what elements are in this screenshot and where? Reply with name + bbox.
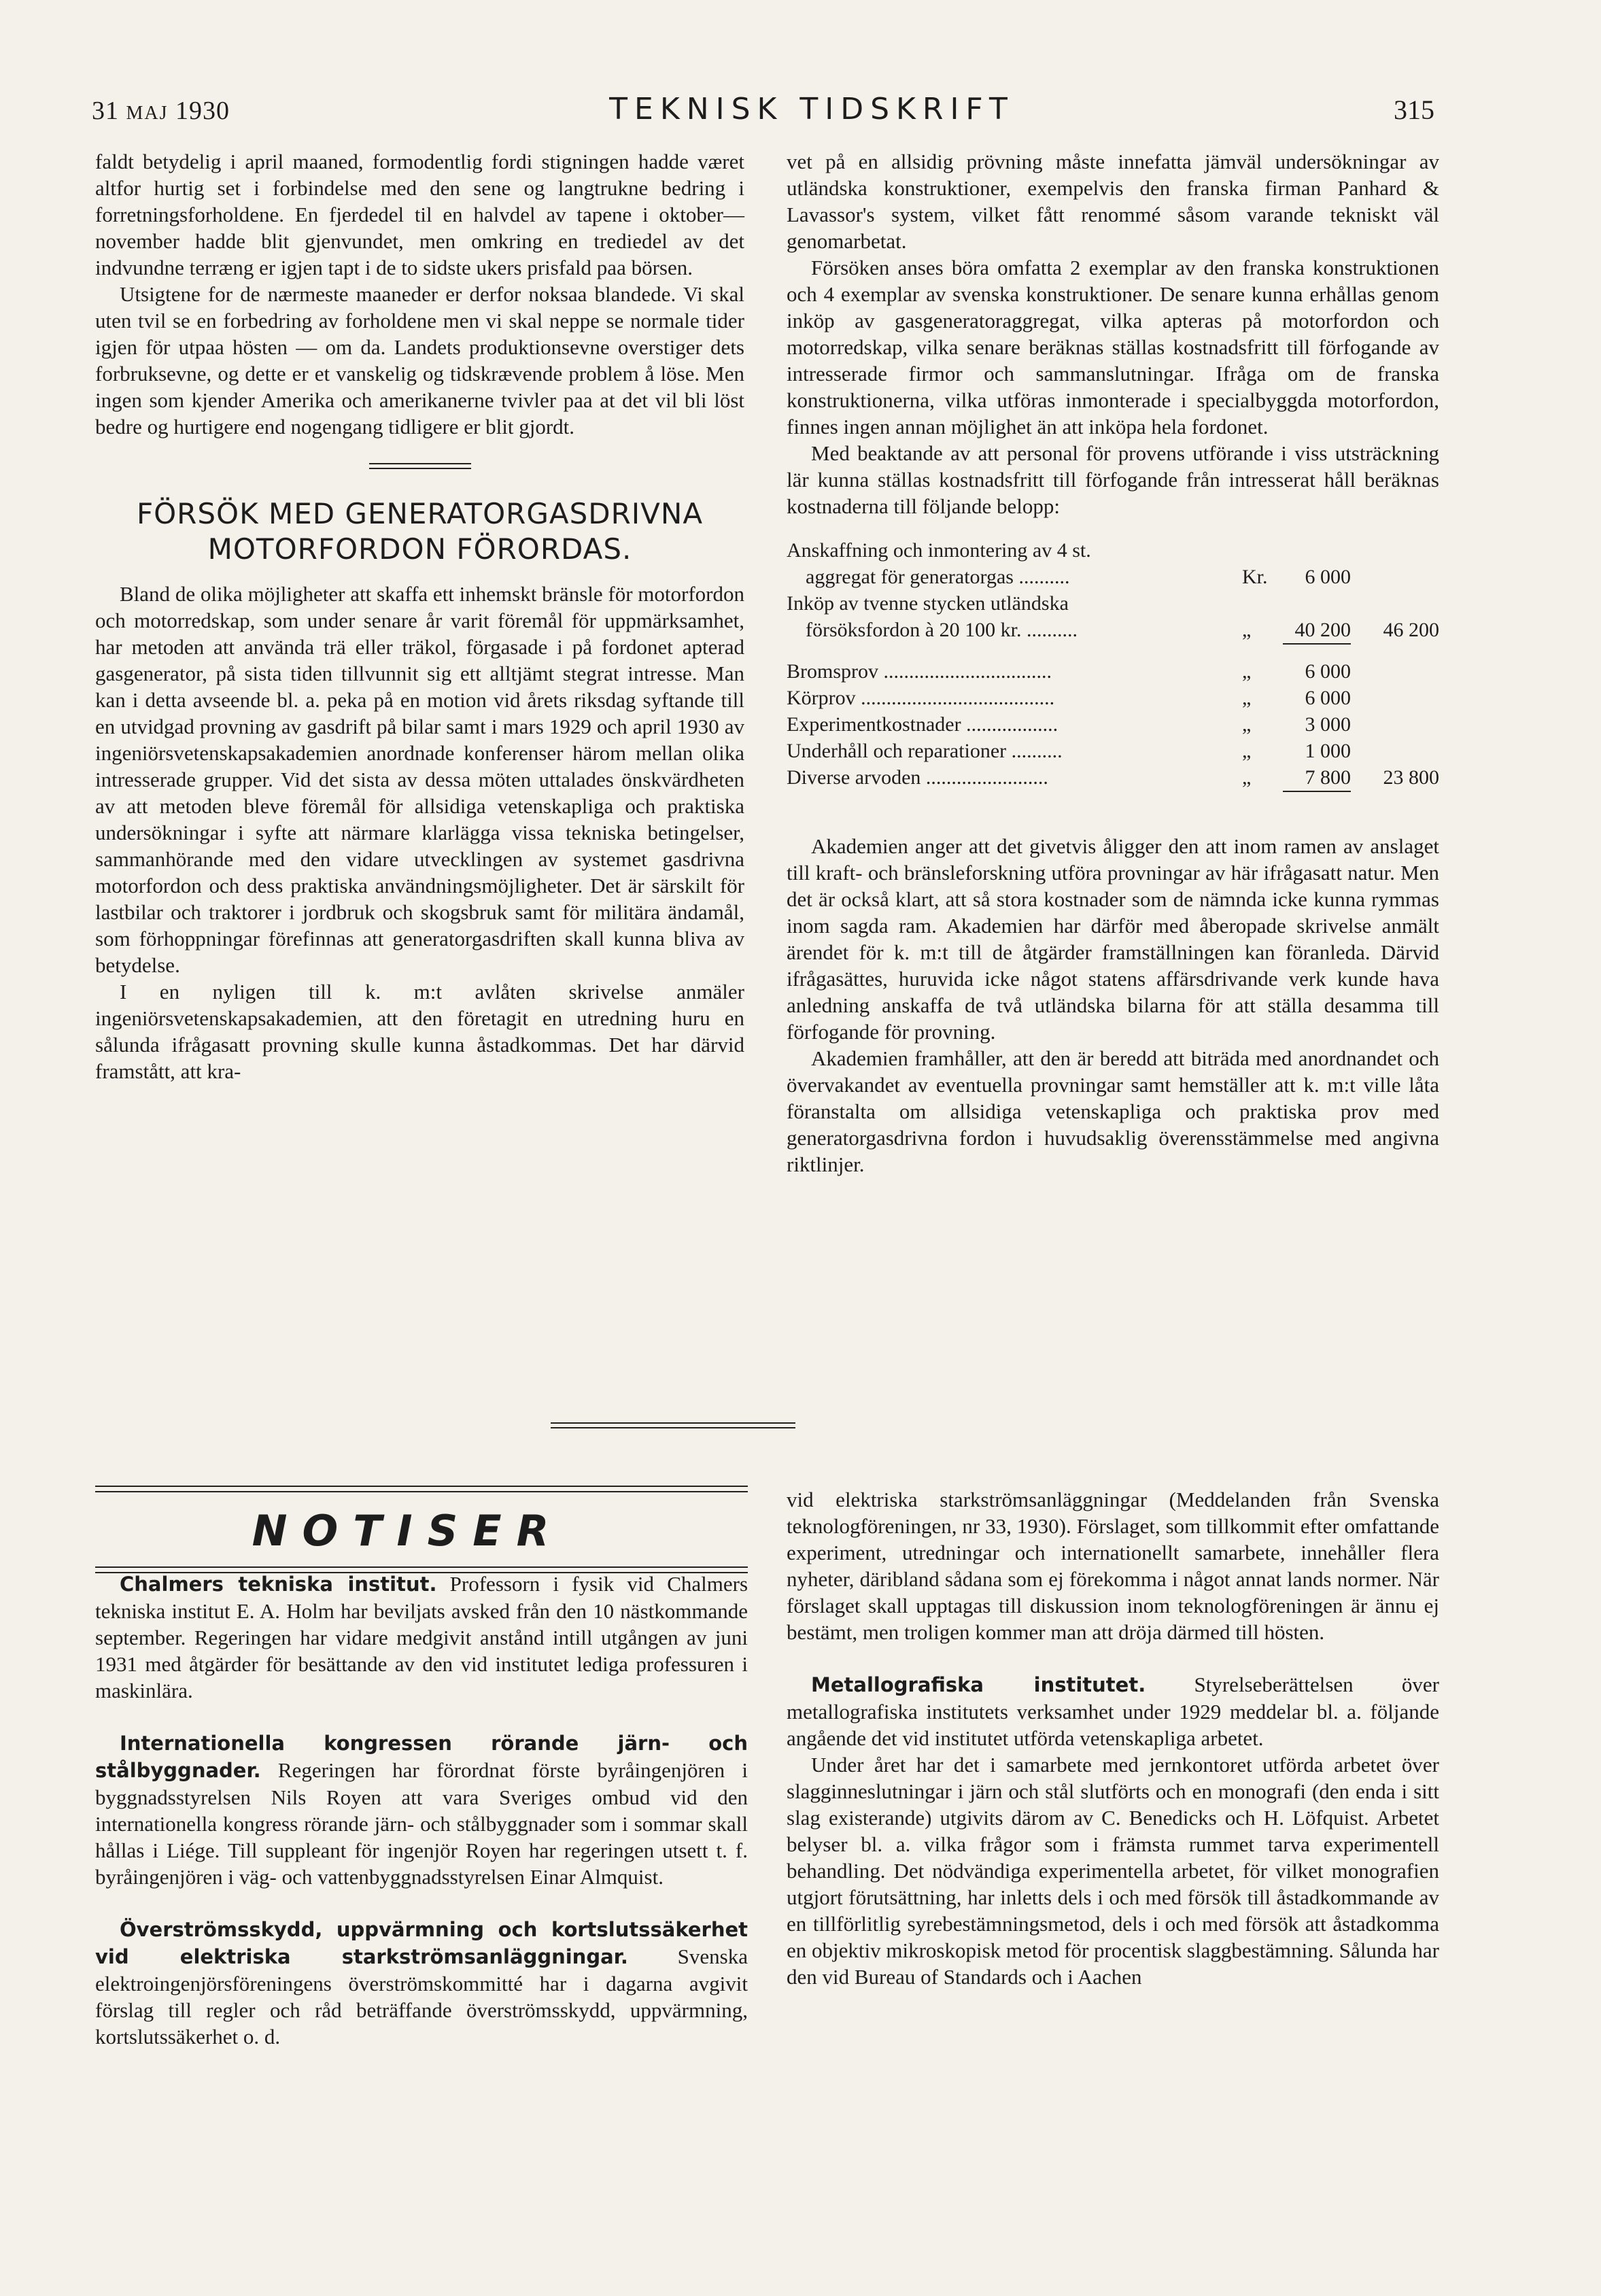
- cost-row: Anskaffning och inmontering av 4 st.: [787, 539, 1091, 562]
- notice-item: Överströmsskydd, uppvärmning och kortslutssäkerhet vid elektriska starkströmsanläggningar. Svenska elektroingenjörsföreningens överströmskommitté har i dagarna avgivit förslag till regler och råd beträffande överströmsskydd, uppvärmning, kortslutssäkerhet o. d.: [95, 1918, 748, 2049]
- paragraph: faldt betydelig i april maaned, formodentlig fordi stigningen hadde været altfor hurtig set i forbindelse med den sene og langtrukne bedring i forretningsforholdene. En fjerdedel til en halvdel av tapene i oktober—november hadde blit gjenvundet, men omkring en trediedel av det indvundne terræng er igjen tapt i de to sidste ukers prisfald paa börsen.: [95, 150, 744, 279]
- paragraph: Bland de olika möjligheter att skaffa ett inhemskt bränsle för motorfordon och motorredskap, som under senare år varit föremål för uppmärksamhet, har metoden att använda trä eller träkol, förgasade i på fordonet apterad gasgenerator, på sista tiden tillvunnit sig ett alltjämt stegrat intresse. Man kan i detta avseende bl. a. peka på en motion vid årets riksdag syftande till en utvidgad provning av gasdrift på bilar samt i mars 1929 och april 1930 av ingeniörsvetenskapsakademien anordnade konferenser härom mellan olika intresserade grupper. Vid det sista av dessa möten uttalades önskvärdheten av att metoden bleve föremål för allsidiga vetenskapliga och praktiska undersökningar i syfte att närmare klarlägga vissa tekniska betingelser, sammanhörande med den vidare utvecklingen av systemet gasdrivna motorfordon och dess praktiska användningsmöjligheter. Det är särskilt för lastbilar och traktorer i jordbruk och skogsbruk samt för militära ändamål, som förhoppningar förefinnas att generatorgasdriften skall kunna bliva av betydelse.: [95, 582, 744, 977]
- section-divider: [551, 1422, 795, 1428]
- paragraph: Utsigtene for de nærmeste maaneder er derfor noksaa blandede. Vi skal uten tvil se en forbedring av forholdene men vi skal neppe se normale tider igjen för utpaa hösten — om da. Landets produktionsevne overstiger dets forbruksevne, og dette er et vanskelig og tidskrævende problem å löse. Men ingen som kjender Amerika och amerikanerne tvivler paa at det vil bli löst bedre og hurtigere end nogengang tidligere er blit gjordt.: [95, 282, 744, 439]
- notiser-heading-box: [95, 1486, 748, 1573]
- paragraph: Under året har det i samarbete med jernkontoret utförda arbetet över slagginneslutningar i järn och stål slutförts och en monografi (den enda i sitt slag existerande) utgivits därom av C. Benedicks och H. Löfquist. Arbetet belyser bl. a. vilka frågor som i främsta rummet tarva experimentell behandling. Det nödvändiga experimentella arbetet, för vilket monografien utgjort förutsättning, har inletts dels i och med försök till åstadkommande av en tillförlitlig syrebestämningsmetod, dels i och med försök att åstadkomma en objektiv mikroskopisk metod för procentisk slaggbestämning. Sålunda har den vid Bureau of Standards och i Aachen: [787, 1753, 1439, 1989]
- notiser-left-column: [95, 1571, 748, 2050]
- notiser-right-column: [787, 1486, 1439, 1990]
- paragraph: Akademien anger att det givetvis åligger den att inom ramen av anslaget till kraft- och bränsleforskning utföra provningar av här ifrågasatt natur. Men det är också klart, att så stora kostnader som de nämnda icke kunna rymmas inom sagda ram. Akademien har därför med åberopade skrivelse anmält ärendet för k. m:t till de åtgärder framställningen kan föranleda. Därvid ifrågasättes, huruvida icke något statens affärsdrivande verk kunde hava anledning anskaffa de två utländska bilarna för att ställa desamma till förfogande för provning.: [787, 834, 1439, 1044]
- page-number: 315: [1394, 95, 1434, 125]
- notiser-title: NOTISER: [252, 1506, 564, 1556]
- left-column: [95, 148, 744, 1084]
- paragraph: Akademien framhåller, att den är beredd att biträda med anordnandet och övervakandet av eventuella provningar samt hemställer att k. m:t ville låta föranstalta om allsidiga vetenskapliga och praktiska prov med generatorgasdrivna fordon i huvudsaklig överensstämmelse med angivna riktlinjer.: [787, 1046, 1439, 1176]
- section-heading: FÖRSÖK MED GENERATORGASDRIVNA MOTORFORDON FÖRORDAS.: [136, 497, 704, 566]
- cost-row: Inköp av tvenne stycken utländska: [787, 592, 1069, 615]
- cost-row: Experimentkostnader .................. „ 3 000: [787, 713, 1351, 736]
- notice-item: Internationella kongressen rörande järn- och stålbyggnader. Regeringen har förordnat förste byråingenjören i byggnadsstyrelsen Nils Royen att vara Sveriges ombud vid den internationella kongress rörande järn- och stålbyggnader som i sommar skall hållas i Liége. Till suppleant för ingenjör Royen har regeringen utsett t. f. byråingenjören i väg- och vattenbyggnadsstyrelsen Einar Almquist.: [95, 1732, 748, 1889]
- double-rule: [95, 1486, 748, 1492]
- paragraph: Försöken anses böra omfatta 2 exemplar av den franska konstruktionen och 4 exemplar av svenska konstruktioner. De senare kunna erhållas genom inköp av gasgeneratoraggregat, vilka apteras på motorfordon och motorredskap, vilka senare beräknas ställas kostnadsfritt till förfogande av intresserade firmor och sammanslutningar. Ifråga om de franska konstruktionerna, vilka utföras inmonterade i specialbyggda motorfordon, finnes ingen annan möjlighet än att inköpa hela fordonet.: [787, 256, 1439, 439]
- cost-row: försöksfordon à 20 100 kr. .......... „ 40 200 46 200: [787, 617, 1439, 645]
- paragraph: vet på en allsidig prövning måste innefatta jämväl undersökningar av utländska konstruktioner, exempelvis den franska firman Panhard & Lavassor's system, vilket fått renommé såsom varande tekniskt väl genomarbetat.: [787, 150, 1439, 253]
- section-divider: [369, 463, 471, 469]
- cost-row: Bromsprov ................................. „ 6 000: [787, 660, 1351, 683]
- paragraph: Med beaktande av att personal för provens utförande i viss utsträckning lär kunna ställas kostnadsfritt till förfogande från intresserat håll beräknas kostnaderna till följande belopp:: [787, 441, 1439, 518]
- cost-row: Körprov ...................................... „ 6 000: [787, 687, 1351, 709]
- running-head: [92, 92, 1434, 133]
- issue-date: 31 MAJ 1930: [92, 97, 230, 125]
- paragraph: vid elektriska starkströmsanläggningar (Meddelanden från Svenska teknologföreningen, nr 33, 1930). Förslaget, som tillkommit efter omfattande experiment, utredningar och internationellt samarbete, innehåller flera nyheter, däribland sådana som ej förekomma i något annat lands normer. När förslaget skall upptagas till diskussion inom teknologföreningen är ännu ej bestämt, men troligen kommer man att dröja därmed till hösten.: [787, 1488, 1439, 1644]
- paragraph: I en nyligen till k. m:t avlåten skrivelse anmäler ingeniörsvetenskapsakademien, att den företagit en utredning huru en sålunda ifrågasatt provning skulle kunna åstadkommas. Det har därvid framstått, att kra-: [95, 980, 744, 1083]
- right-column: [787, 148, 1439, 1178]
- cost-row: Diverse arvoden ........................ „ 7 800 23 800: [787, 764, 1439, 792]
- cost-row: aggregat för generatorgas .......... Kr. 6 000: [806, 566, 1351, 588]
- notice-item: Chalmers tekniska institut. Professorn i fysik vid Chalmers tekniska institut E. A. Holm har beviljats avsked från den 10 nästkommande september. Regeringen har vidare medgivit anstånd intill utgången av juni 1931 med åtgärder för besättande av den vid institutet lediga professuren i maskinlära.: [95, 1572, 748, 1702]
- cost-table: [787, 537, 1439, 792]
- journal-title: TEKNISK TIDSKRIFT: [609, 92, 1014, 126]
- notice-item: Metallografiska institutet. Styrelseberättelsen över metallografiska institutets verksamhet under 1929 meddelar bl. a. följande angående det vid institutet utförda vetenskapliga arbetet.: [787, 1673, 1440, 1750]
- cost-row: Underhåll och reparationer .......... „ 1 000: [787, 740, 1351, 762]
